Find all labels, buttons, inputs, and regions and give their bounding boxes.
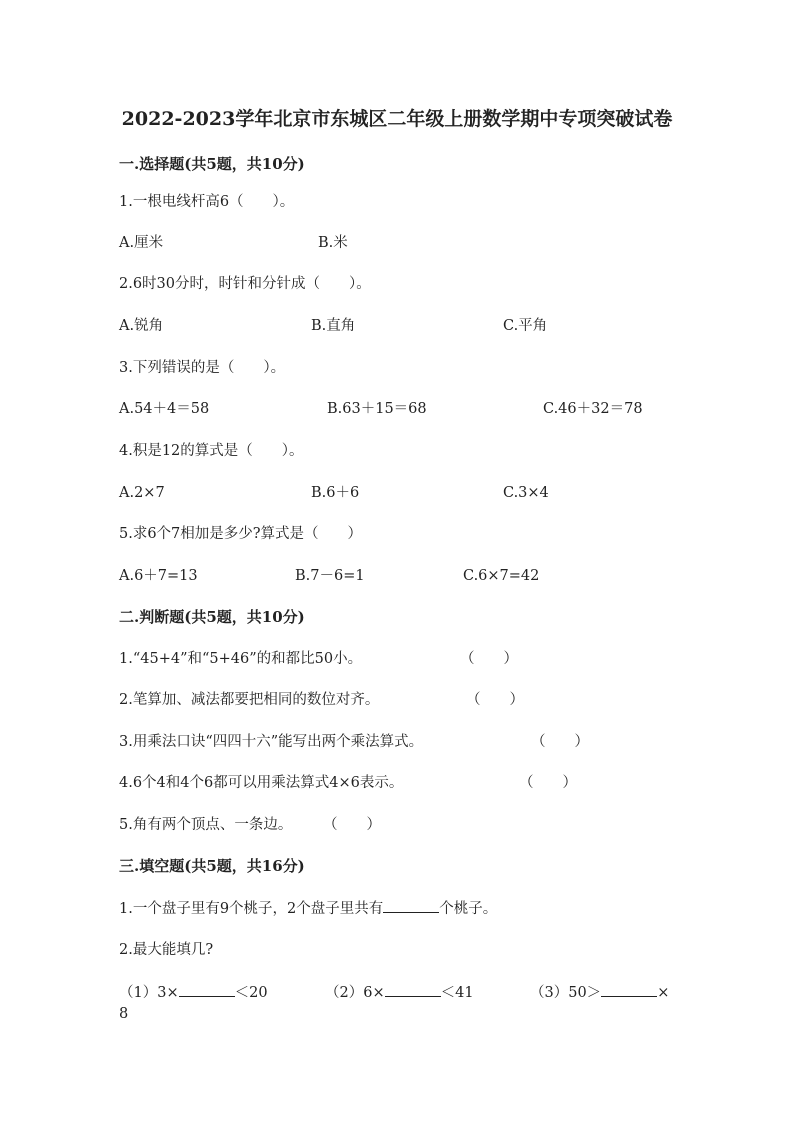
fill-question-text: ＜20 — [234, 985, 268, 1001]
section-heading-choice: 一.选择题(共5题，共10分) — [119, 155, 305, 173]
answer-paren: （ ） — [323, 817, 381, 833]
choice-option: A.厘米 — [119, 235, 164, 251]
choice-option: B.米 — [318, 235, 348, 251]
section-heading-fill: 三.填空题(共5题，共16分) — [119, 857, 305, 875]
page-title: 2022-2023学年北京市东城区二年级上册数学期中专项突破试卷 — [121, 108, 673, 130]
choice-option: A.锐角 — [119, 318, 164, 334]
judgement-question-1: 1.“45+4”和“5+46”的和都比50小。 — [119, 651, 363, 667]
answer-paren: （ ） — [519, 775, 577, 791]
answer-blank[interactable] — [383, 898, 439, 913]
fill-question-text: × — [657, 985, 670, 1001]
choice-option: C.平角 — [503, 318, 548, 334]
fill-subquestion-1 — [119, 982, 268, 1003]
choice-option: C.46＋32＝78 — [543, 401, 643, 417]
answer-paren: （ ） — [466, 692, 524, 708]
fill-subquestion-3 — [530, 982, 669, 1003]
choice-option: A.54＋4＝58 — [119, 401, 210, 417]
fill-subquestion-2 — [325, 982, 474, 1003]
choice-option: B.直角 — [311, 318, 356, 334]
answer-blank[interactable] — [385, 982, 441, 997]
choice-option: C.6×7=42 — [463, 568, 540, 584]
fill-question-text: （3）50＞ — [530, 985, 602, 1001]
judgement-question-5: 5.角有两个顶点、一条边。 — [119, 817, 293, 833]
fill-subquestion-3-wrap: 8 — [119, 1006, 129, 1022]
answer-blank[interactable] — [601, 982, 657, 997]
choice-question-3: 3.下列错误的是（ ）。 — [119, 360, 286, 376]
fill-question-1 — [119, 898, 497, 919]
fill-question-text: 1.一个盘子里有9个桃子，2个盘子里共有 — [119, 901, 384, 917]
answer-paren: （ ） — [531, 734, 589, 750]
choice-option: B.63＋15＝68 — [327, 401, 427, 417]
answer-paren: （ ） — [460, 651, 518, 667]
answer-blank[interactable] — [179, 982, 235, 997]
fill-question-text: （2）6× — [325, 985, 385, 1001]
judgement-question-2: 2.笔算加、减法都要把相同的数位对齐。 — [119, 692, 380, 708]
choice-question-2: 2.6时30分时，时针和分针成（ ）。 — [119, 276, 371, 292]
section-heading-judgement: 二.判断题(共5题，共10分) — [119, 608, 305, 626]
judgement-question-4: 4.6个4和4个6都可以用乘法算式4×6表示。 — [119, 775, 404, 791]
choice-option: B.7－6=1 — [295, 568, 365, 584]
choice-option: C.3×4 — [503, 485, 549, 501]
fill-question-text: ＜41 — [440, 985, 474, 1001]
choice-question-5: 5.求6个7相加是多少?算式是（ ） — [119, 526, 363, 542]
fill-question-text: 个桃子。 — [439, 901, 498, 917]
fill-question-2: 2.最大能填几? — [119, 942, 214, 958]
choice-option: A.2×7 — [119, 485, 165, 501]
choice-option: B.6＋6 — [311, 485, 360, 501]
choice-question-4: 4.积是12的算式是（ ）。 — [119, 443, 304, 459]
choice-option: A.6＋7=13 — [119, 568, 198, 584]
judgement-question-3: 3.用乘法口诀“四四十六”能写出两个乘法算式。 — [119, 734, 424, 750]
fill-question-text: （1）3× — [119, 985, 179, 1001]
choice-question-1: 1.一根电线杆高6（ ）。 — [119, 194, 295, 210]
